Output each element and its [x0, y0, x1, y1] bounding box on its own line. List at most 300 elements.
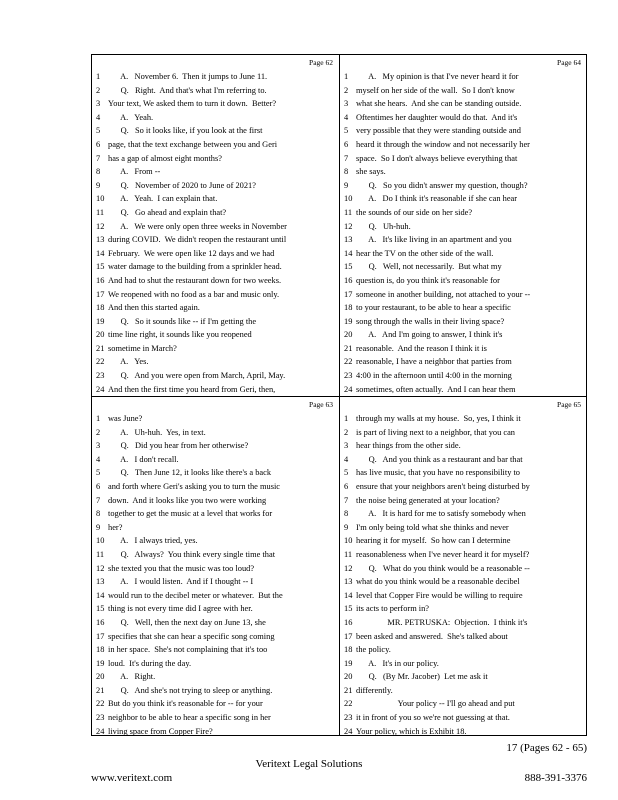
line-number: 15 — [344, 604, 353, 614]
transcript-line — [92, 369, 339, 383]
line-number: 20 — [344, 672, 353, 682]
transcript-line — [92, 220, 339, 234]
line-number: 7 — [96, 153, 101, 163]
transcript-lines — [92, 70, 339, 396]
line-text: down. And it looks like you two were working — [108, 495, 267, 505]
line-number: 15 — [96, 262, 105, 272]
transcript-line — [340, 426, 587, 440]
line-number: 1 — [344, 72, 349, 81]
line-text: A. Right. — [108, 672, 156, 682]
line-number: 19 — [96, 658, 105, 668]
transcript-line — [340, 152, 587, 166]
line-number: 7 — [96, 495, 101, 505]
line-number: 5 — [344, 468, 349, 478]
line-text: A. It is hard for me to satisfy somebody when — [356, 509, 526, 519]
line-number: 11 — [344, 207, 353, 217]
transcript-line — [92, 152, 339, 166]
transcript-line — [92, 179, 339, 193]
transcript-line — [92, 383, 339, 396]
transcript-line — [340, 589, 587, 603]
line-text: what she hears. And she can be standing outside. — [356, 99, 522, 109]
line-text: Q. So it looks like, if you look at the first — [108, 126, 263, 136]
line-text: to your restaurant, to be able to hear a specific — [356, 303, 511, 313]
line-number: 8 — [344, 509, 349, 519]
transcript-line — [340, 383, 587, 396]
line-text: its acts to perform in? — [356, 604, 430, 614]
transcript-lines — [340, 70, 587, 396]
line-number: 4 — [96, 454, 101, 464]
transcript-line — [92, 657, 339, 671]
line-text: the noise being generated at your location? — [356, 495, 500, 505]
transcript-line — [340, 494, 587, 508]
line-number: 22 — [96, 357, 105, 367]
transcript-line — [340, 288, 587, 302]
line-number: 22 — [344, 357, 353, 367]
line-number: 17 — [344, 631, 353, 641]
line-number: 11 — [96, 207, 105, 217]
transcript-line — [340, 412, 587, 426]
transcript-line — [340, 301, 587, 315]
line-number: 18 — [96, 645, 105, 655]
line-text: during COVID. We didn't reopen the restaurant until — [108, 235, 287, 245]
line-number: 5 — [96, 468, 101, 478]
transcript-line — [340, 466, 587, 480]
transcript-line — [340, 70, 587, 84]
line-number: 2 — [344, 85, 349, 95]
line-number: 9 — [344, 180, 349, 190]
transcript-line — [92, 165, 339, 179]
transcript-line — [92, 315, 339, 329]
transcript-line — [340, 165, 587, 179]
transcript-line — [92, 494, 339, 508]
line-text: reasonable. And the reason I think it is — [356, 343, 487, 353]
line-number: 24 — [96, 384, 105, 394]
line-text: differently. — [356, 685, 393, 695]
line-number: 20 — [96, 672, 105, 682]
line-number: 12 — [344, 221, 353, 231]
line-number: 20 — [344, 330, 353, 340]
line-number: 9 — [344, 522, 349, 532]
transcript-line — [92, 725, 339, 738]
transcript-line — [92, 97, 339, 111]
line-number: 21 — [96, 343, 105, 353]
line-number: 13 — [344, 577, 353, 587]
line-text: was June? — [108, 414, 143, 423]
line-number: 21 — [344, 343, 353, 353]
transcript-line — [92, 206, 339, 220]
transcript-line — [92, 247, 339, 261]
line-number: 13 — [96, 577, 105, 587]
transcript-line — [92, 589, 339, 603]
transcript-line — [92, 575, 339, 589]
transcript-line — [92, 602, 339, 616]
transcript-line — [92, 301, 339, 315]
line-text: space. So I don't always believe everything that — [356, 153, 518, 163]
transcript-line — [92, 453, 339, 467]
transcript-line — [92, 548, 339, 562]
line-text: A. And I'm going to answer, I think it's — [356, 330, 503, 340]
transcript-line — [340, 179, 587, 193]
line-text: Q. Then June 12, it looks like there's a back — [108, 468, 272, 478]
line-text: the sounds of our side on her side? — [356, 207, 473, 217]
transcript-line — [340, 630, 587, 644]
line-number: 16 — [96, 275, 105, 285]
line-number: 7 — [344, 153, 349, 163]
transcript-line — [340, 643, 587, 657]
line-text: question is, do you think it's reasonable for — [356, 275, 500, 285]
line-number: 8 — [96, 167, 101, 177]
line-text: she says. — [356, 167, 386, 177]
transcript-line — [340, 480, 587, 494]
line-number: 14 — [96, 590, 105, 600]
transcript-line — [92, 192, 339, 206]
line-number: 19 — [96, 316, 105, 326]
transcript-line — [92, 124, 339, 138]
line-text: A. My opinion is that I've never heard it for — [356, 72, 519, 81]
line-text: loud. It's during the day. — [108, 658, 192, 668]
transcript-line — [340, 260, 587, 274]
line-text: Q. Right. And that's what I'm referring to. — [108, 85, 267, 95]
transcript-line — [92, 711, 339, 725]
transcript-line — [340, 192, 587, 206]
line-number: 3 — [344, 441, 349, 451]
line-number: 20 — [96, 330, 105, 340]
line-number: 5 — [344, 126, 349, 136]
line-text: Q. Always? You think every single time that — [108, 549, 276, 559]
transcript-line — [340, 369, 587, 383]
line-text: Q. November of 2020 to June of 2021? — [108, 180, 256, 190]
line-text: A. November 6. Then it jumps to June 11. — [108, 72, 268, 81]
line-number: 16 — [96, 617, 105, 627]
transcript-line — [340, 575, 587, 589]
line-number: 23 — [96, 713, 105, 723]
line-text: ensure that your neighbors aren't being disturbed by — [356, 481, 530, 491]
line-number: 2 — [96, 427, 101, 437]
footer-phone: 888-391-3376 — [524, 772, 587, 784]
line-number: 23 — [344, 713, 353, 723]
line-number: 18 — [96, 303, 105, 313]
line-number: 4 — [344, 454, 349, 464]
transcript-page — [92, 55, 339, 396]
line-text: Q. And you were open from March, April, May. — [108, 371, 286, 381]
line-text: A. Do I think it's reasonable if she can hear — [356, 194, 518, 204]
line-text: thing is not every time did I agree with her. — [108, 604, 253, 614]
line-number: 17 — [96, 289, 105, 299]
line-number: 24 — [344, 726, 353, 736]
line-number: 6 — [96, 481, 101, 491]
line-text: A. I always tried, yes. — [108, 536, 198, 546]
transcript-line — [92, 412, 339, 426]
line-number: 22 — [344, 699, 353, 709]
footer-website: www.veritext.com — [91, 772, 173, 784]
line-text: has live music, that you have no responsibility to — [356, 468, 520, 478]
line-text: A. I don't recall. — [108, 454, 179, 464]
transcript-line — [92, 84, 339, 98]
line-number: 19 — [344, 658, 353, 668]
line-text: the policy. — [356, 645, 391, 655]
line-text: A. Yeah. — [108, 112, 154, 122]
line-text: sometimes, often actually. And I can hear them — [356, 384, 516, 394]
line-number: 11 — [96, 549, 105, 559]
line-text: Q. Uh-huh. — [356, 221, 411, 231]
line-text: she texted you that the music was too loud? — [108, 563, 255, 573]
line-number: 1 — [344, 414, 349, 423]
line-number: 14 — [96, 248, 105, 258]
line-number: 14 — [344, 248, 353, 258]
transcript-line — [340, 562, 587, 576]
line-number: 7 — [344, 495, 349, 505]
line-text: February. We were open like 12 days and we had — [108, 248, 275, 258]
line-text: reasonable, I have a neighbor that parties from — [356, 357, 512, 367]
line-number: 5 — [96, 126, 101, 136]
line-text: Q. What do you think would be a reasonable -- — [356, 563, 530, 573]
transcript-line — [340, 206, 587, 220]
line-number: 3 — [96, 441, 101, 451]
transcript-line — [92, 111, 339, 125]
transcript-line — [340, 657, 587, 671]
transcript-page — [340, 397, 587, 738]
line-text: hearing it for myself. So how can I determine — [356, 536, 511, 546]
line-number: 8 — [344, 167, 349, 177]
transcript-line — [92, 426, 339, 440]
line-number: 9 — [96, 180, 101, 190]
line-number: 14 — [344, 590, 353, 600]
line-number: 6 — [344, 139, 349, 149]
line-text: A. It's like living in an apartment and you — [356, 235, 512, 245]
line-number: 4 — [344, 112, 349, 122]
transcript-line — [92, 439, 339, 453]
line-text: And then this started again. — [108, 303, 200, 313]
line-text: sometime in March? — [108, 343, 177, 353]
transcript-line — [340, 247, 587, 261]
transcript-line — [92, 70, 339, 84]
transcript-line — [92, 562, 339, 576]
transcript-line — [92, 342, 339, 356]
line-number: 17 — [96, 631, 105, 641]
line-number: 13 — [344, 235, 353, 245]
page-number: Page 64 — [557, 58, 581, 67]
transcript-line — [340, 697, 587, 711]
transcript-line — [92, 521, 339, 535]
line-text: neighbor to be able to hear a specific song in her — [108, 713, 271, 723]
transcript-line — [92, 697, 339, 711]
line-number: 1 — [96, 414, 101, 423]
line-text: Q. Well, then the next day on June 13, she — [108, 617, 266, 627]
footer-company: Veritext Legal Solutions — [255, 758, 363, 770]
transcript-line — [340, 274, 587, 288]
line-number: 10 — [96, 194, 105, 204]
line-text: MR. PETRUSKA: Objection. I think it's — [356, 617, 528, 627]
line-text: Q. So it sounds like -- if I'm getting the — [108, 316, 257, 326]
transcript-line — [92, 328, 339, 342]
line-number: 16 — [344, 275, 353, 285]
line-text: A. From -- — [108, 167, 161, 177]
line-text: would run to the decibel meter or whatever. But the — [108, 590, 283, 600]
transcript-line — [340, 439, 587, 453]
transcript-line — [340, 725, 587, 738]
transcript-lines — [92, 412, 339, 738]
line-text: someone in another building, not attached to your -- — [356, 289, 531, 299]
line-number: 22 — [96, 699, 105, 709]
line-number: 8 — [96, 509, 101, 519]
page-number: Page 62 — [309, 58, 333, 67]
transcript-line — [92, 138, 339, 152]
transcript-line — [340, 328, 587, 342]
transcript-line — [340, 670, 587, 684]
transcript-line — [340, 315, 587, 329]
line-text: Q. (By Mr. Jacober) Let me ask it — [356, 672, 488, 682]
transcript-line — [92, 466, 339, 480]
transcript-line — [92, 274, 339, 288]
transcript-line — [92, 288, 339, 302]
transcript-line — [340, 684, 587, 698]
line-text: reasonableness when I've never heard it for myself? — [356, 549, 530, 559]
line-number: 1 — [96, 72, 101, 81]
line-text: Your policy, which is Exhibit 18. — [356, 726, 467, 736]
line-number: 3 — [344, 99, 349, 109]
line-text: together to get the music at a level that works for — [108, 509, 273, 519]
line-text: A. It's in our policy. — [356, 658, 439, 668]
line-number: 10 — [344, 194, 353, 204]
page-number: Page 63 — [309, 400, 333, 409]
line-text: Q. Well, not necessarily. But what my — [356, 262, 502, 272]
footer-page-range: 17 (Pages 62 - 65) — [506, 742, 587, 754]
transcript-page — [340, 55, 587, 396]
transcript-line — [92, 534, 339, 548]
line-text: But do you think it's reasonable for -- for your — [108, 699, 263, 709]
transcript-line — [340, 534, 587, 548]
line-text: living space from Copper Fire? — [108, 726, 213, 736]
transcript-line — [340, 355, 587, 369]
line-text: been asked and answered. She's talked about — [356, 631, 508, 641]
line-text: what do you think would be a reasonable decibel — [356, 577, 520, 587]
line-number: 4 — [96, 112, 101, 122]
line-text: And then the first time you heard from Geri, then, — [108, 384, 276, 394]
line-text: Your policy -- I'll go ahead and put — [356, 699, 515, 709]
line-text: song through the walls in their living space? — [356, 316, 505, 326]
line-number: 6 — [96, 139, 101, 149]
transcript-line — [340, 124, 587, 138]
line-text: myself on her side of the wall. So I don't know — [356, 85, 515, 95]
line-text: Your text, We asked them to turn it down. Better? — [108, 99, 277, 109]
transcript-sheet — [91, 54, 587, 736]
line-text: We reopened with no food as a bar and music only. — [108, 289, 280, 299]
line-text: very possible that they were standing outside and — [356, 126, 521, 136]
line-text: through my walls at my house. So, yes, I think it — [356, 414, 521, 423]
line-number: 9 — [96, 522, 101, 532]
line-number: 2 — [344, 427, 349, 437]
line-text: Oftentimes her daughter would do that. And it's — [356, 112, 518, 122]
line-text: A. Uh-huh. Yes, in text. — [108, 427, 206, 437]
transcript-line — [92, 507, 339, 521]
line-text: and forth where Geri's asking you to turn the music — [108, 481, 280, 491]
line-number: 13 — [96, 235, 105, 245]
line-text: her? — [108, 522, 123, 532]
line-number: 15 — [96, 604, 105, 614]
line-number: 21 — [344, 685, 353, 695]
transcript-line — [92, 260, 339, 274]
line-number: 18 — [344, 645, 353, 655]
transcript-line — [92, 355, 339, 369]
line-text: A. We were only open three weeks in November — [108, 221, 287, 231]
line-number: 12 — [96, 221, 105, 231]
transcript-line — [92, 616, 339, 630]
line-text: hear the TV on the other side of the wall. — [356, 248, 494, 258]
line-number: 18 — [344, 303, 353, 313]
line-number: 6 — [344, 481, 349, 491]
line-number: 23 — [96, 371, 105, 381]
transcript-line — [340, 711, 587, 725]
transcript-line — [92, 233, 339, 247]
transcript-line — [92, 684, 339, 698]
line-text: Q. Did you hear from her otherwise? — [108, 441, 249, 451]
line-text: is part of living next to a neighbor, that you can — [356, 427, 515, 437]
line-number: 23 — [344, 371, 353, 381]
line-number: 10 — [96, 536, 105, 546]
transcript-line — [92, 630, 339, 644]
transcript-page — [92, 397, 339, 738]
page-number: Page 65 — [557, 400, 581, 409]
line-number: 24 — [96, 726, 105, 736]
transcript-line — [340, 507, 587, 521]
transcript-line — [340, 84, 587, 98]
transcript-line — [340, 616, 587, 630]
line-number: 12 — [96, 563, 105, 573]
line-text: hear things from the other side. — [356, 441, 461, 451]
line-text: specifies that she can hear a specific song coming — [108, 631, 275, 641]
line-number: 15 — [344, 262, 353, 272]
line-number: 10 — [344, 536, 353, 546]
transcript-line — [340, 342, 587, 356]
line-text: level that Copper Fire would be willing to require — [356, 590, 523, 600]
line-text: has a gap of almost eight months? — [108, 153, 222, 163]
line-number: 17 — [344, 289, 353, 299]
transcript-line — [340, 233, 587, 247]
transcript-lines — [340, 412, 587, 738]
line-number: 11 — [344, 549, 353, 559]
line-text: I'm only being told what she thinks and never — [356, 522, 509, 532]
line-text: A. I would listen. And if I thought -- I — [108, 577, 254, 587]
line-number: 2 — [96, 85, 101, 95]
line-text: A. Yes. — [108, 357, 149, 367]
transcript-line — [92, 670, 339, 684]
line-text: Q. So you didn't answer my question, though? — [356, 180, 528, 190]
transcript-line — [340, 521, 587, 535]
transcript-line — [340, 453, 587, 467]
line-text: page, that the text exchange between you and Geri — [108, 139, 278, 149]
line-number: 19 — [344, 316, 353, 326]
line-text: A. Yeah. I can explain that. — [108, 194, 218, 204]
line-text: Q. Go ahead and explain that? — [108, 207, 227, 217]
line-text: in her space. She's not complaining that it's too — [108, 645, 268, 655]
line-number: 12 — [344, 563, 353, 573]
line-number: 21 — [96, 685, 105, 695]
line-text: heard it through the window and not necessarily her — [356, 139, 530, 149]
line-number: 3 — [96, 99, 101, 109]
line-number: 24 — [344, 384, 353, 394]
line-text: And had to shut the restaurant down for two weeks. — [108, 275, 282, 285]
line-text: time line right, it sounds like you reopened — [108, 330, 252, 340]
transcript-line — [92, 643, 339, 657]
transcript-line — [340, 602, 587, 616]
line-text: 4:00 in the afternoon until 4:00 in the morning — [356, 371, 512, 381]
transcript-line — [340, 138, 587, 152]
line-text: Q. And she's not trying to sleep or anything. — [108, 685, 273, 695]
transcript-line — [340, 548, 587, 562]
transcript-line — [340, 220, 587, 234]
transcript-line — [340, 97, 587, 111]
line-text: Q. And you think as a restaurant and bar that — [356, 454, 523, 464]
